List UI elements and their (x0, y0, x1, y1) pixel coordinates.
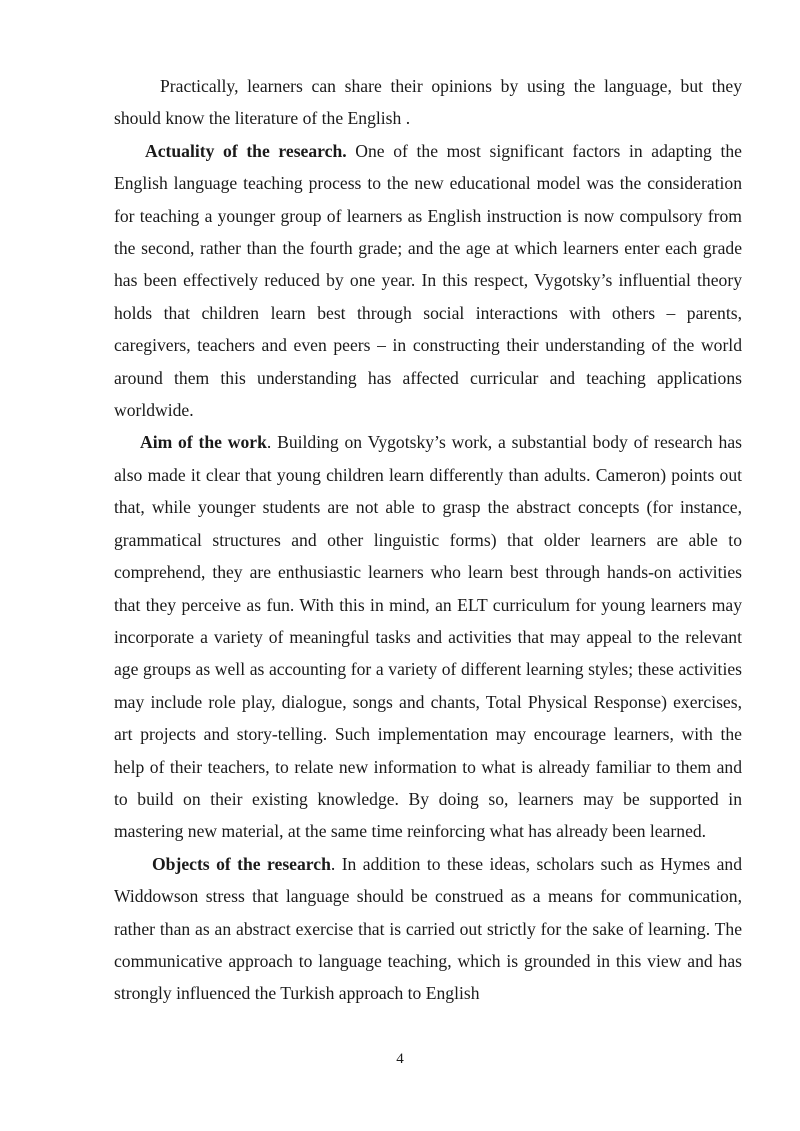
paragraph-objects (114, 848, 742, 1010)
paragraph-text: One of the most significant factors in adapting the English language teaching process to the new educational model was the consideration for teaching a younger group of learners as English instruction is now compulsory from the second, rather than the fourth grade; and the age at which learners enter each grade has been effectively reduced by one year. In this respect, Vygotsky’s influential theory holds that children learn best through social interactions with others – parents, caregivers, teachers and even peers – in constructing their understanding of the world around them this understanding has affected curricular and teaching applications worldwide. (114, 140, 742, 421)
paragraph-actuality (114, 135, 742, 427)
paragraph-text: Practically, learners can share their opinions by using the language, but they should know the literature of the English . (114, 76, 742, 129)
paragraph-heading-aim: Aim of the work (140, 432, 267, 453)
paragraph-intro (114, 70, 742, 135)
paragraph-heading-objects: Objects of the research (152, 853, 331, 874)
paragraph-aim (114, 426, 742, 847)
paragraph-heading-actuality: Actuality of the research. (145, 140, 347, 161)
document-body (114, 70, 742, 1010)
page-number: 4 (396, 1051, 404, 1067)
paragraph-text: . In addition to these ideas, scholars such as Hymes and Widdowson stress that language should be construed as a means for communication, rather than as an abstract exercise that is carried out strictly for the sake of learning. The communicative approach to language teaching, which is grounded in this view and has strongly influenced the Turkish approach to English (114, 853, 743, 1004)
paragraph-text: . Building on Vygotsky’s work, a substantial body of research has also made it clear that young children learn differently than adults. Cameron) points out that, while younger students are not able to grasp the abstract concepts (for instance, grammatical structures and other linguistic forms) that older learners are able to comprehend, they are enthusiastic learners who learn best through hands-on activities that they perceive as fun. With this in mind, an ELT curriculum for young learners may incorporate a variety of meaningful tasks and activities that may appeal to the relevant age groups as well as accounting for a variety of different learning styles; these activities may include role play, dialogue, songs and chants, Total Physical Response) exercises, art projects and story-telling. Such implementation may encourage learners, with the help of their teachers, to relate new information to what is already familiar to them and to build on their existing knowledge. By doing so, learners may be supported in mastering new material, at the same time reinforcing what has already been learned. (114, 432, 742, 842)
